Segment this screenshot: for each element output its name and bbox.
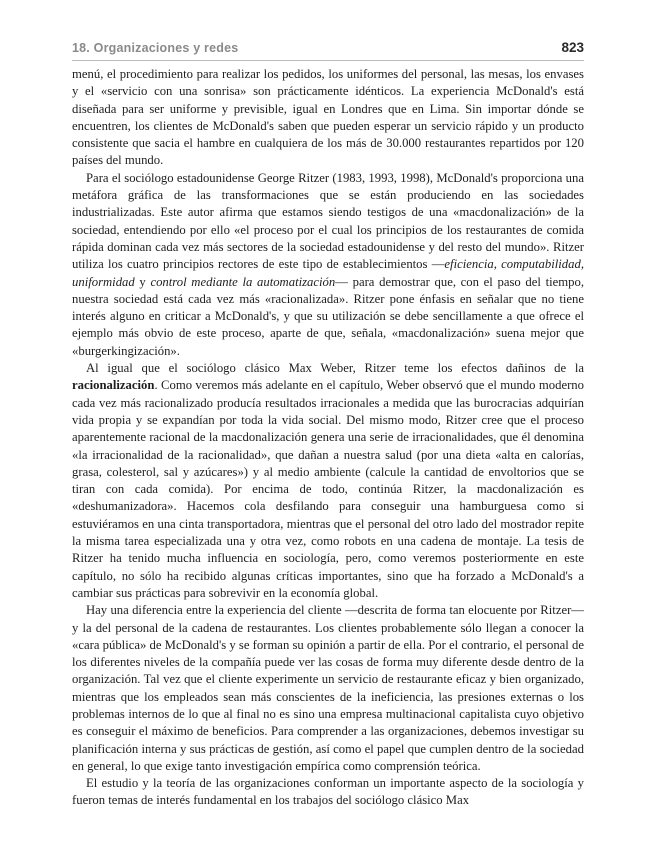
paragraph-2-italic-principles: eficiencia, computabilidad, uniformidad (72, 257, 584, 289)
chapter-title: 18. Organizaciones y redes (72, 41, 239, 55)
paragraph-1 (72, 66, 584, 170)
paragraph-2-text-a: Para el sociólogo estadounidense George Ritzer (1983, 1993, 1998), McDonald's proporciona una metáfora gráfica de las transformaciones que se están produciendo en las sociedades industrializadas. Este autor afirma que estamos siendo testigos de una «macdonalización» de la sociedad, entendiendo por ello «el proceso por el cual los principios de los restaurantes de comida rápida dominan cada vez más sectores de la sociedad estadounidense y del resto del mundo». Ritzer utiliza los cuatro principios rectores de este tipo de establecimientos — (72, 170, 584, 272)
paragraph-4-text: Hay una diferencia entre la experiencia del cliente —descrita de forma tan elocuente por Ritzer— y la del personal de la cadena de restaurantes. Los clientes probablemente sólo llegan a conocer la «cara pública» de McDonald's y se forman su opinión a partir de ella. Por el contrario, el personal de los diferentes niveles de la compañía puede ver las cosas de forma muy diferente desde dentro de la organización. Tal vez que el cliente experimente un servicio de restaurante eficaz y bien organizado, mientras que los empleados sean más conscientes de la ineficiencia, las presiones externas o los problemas internos de lo que al final no es sino una empresa multinacional capitalista cuyo objetivo es conseguir el máximo de beneficios. Para comprender a las organizaciones, debemos investigar su planificación interna y sus prácticas de gestión, así como el papel que cumplen dentro de la sociedad en general, lo que exige tanto investigación empírica como comprensión teórica. (72, 603, 584, 773)
running-head (72, 38, 584, 60)
paragraph-2-text-b: y (134, 274, 151, 289)
paragraph-2-italic-control: control mediante la automatización (150, 274, 336, 289)
paragraph-1-text: menú, el procedimiento para realizar los pedidos, los uniformes del personal, las mesas, los envases y el «servicio con una sonrisa» son prácticamente idénticos. La experiencia McDonald's está diseñada para ser uniforme y previsible, igual en Londres que en Lima. Sin importar dónde se encuentren, los clientes de McDonald's saben que pueden esperar un servicio rápido y un producto consistente que sacia el hambre en cualquiera de los más de 30.000 restaurantes repartidos por 120 países del mundo. (72, 67, 584, 168)
paragraph-3-text-b: . Como veremos más adelante en el capítulo, Weber observó que el mundo moderno cada vez más racionalizado producía resultados irracionales a medida que las burocracias adquirían vida propia y se expandían por toda la vida social. Del mismo modo, Ritzer cree que el proceso aparentemente racional de la macdonalización genera una serie de irracionalidades, que él denomina «la irracionalidad de la racionalidad», que dañan a nuestra salud (por una dieta «alta en calorías, grasa, colesterol, sal y azúcares») y al medio ambiente (calcule la cantidad de envoltorios que se tiran con cada comida). Por encima de todo, continúa Ritzer, la macdonalización es «deshumanizadora». Hacemos cola desfilando para conseguir una hamburguesa como si estuviéramos en una cinta transportadora, mientras que el personal del otro lado del mostrador repite la misma tarea especializada una y otra vez, como robots en una cadena de montaje. La tesis de Ritzer ha tenido mucha influencia en sociología, pero, como veremos posteriormente en este capítulo, no sólo ha recibido algunas críticas importantes, sino que ha forzado a McDonald's a cambiar sus prácticas para sobrevivir en la economía global. (72, 378, 584, 600)
page-number: 823 (561, 40, 584, 55)
body-text (72, 66, 584, 810)
paragraph-2 (72, 170, 584, 360)
paragraph-2-text-c: — para demostrar que, con el paso del tiempo, nuestra sociedad está cada vez más «racionalizada». Ritzer pone énfasis en señalar que no tiene interés alguno en criticar a McDonald's, y que su utilización se debe sencillamente a que ofrece el ejemplo más obvio de este proceso, aparte de que, señala, «macdonalización» suena mejor que «burgerkingización». (72, 274, 584, 358)
paragraph-5 (72, 775, 584, 810)
paragraph-3 (72, 360, 584, 602)
paragraph-5-text: El estudio y la teoría de las organizaciones conforman un importante aspecto de la sociología y fueron temas de interés fundamental en los trabajos del sociólogo clásico Max (72, 776, 584, 808)
paragraph-3-text-a: Al igual que el sociólogo clásico Max Weber, Ritzer teme los efectos dañinos de la (86, 361, 584, 376)
paragraph-4 (72, 602, 584, 775)
header-divider (72, 60, 584, 61)
key-term-racionalizacion: racionalización (72, 378, 155, 393)
